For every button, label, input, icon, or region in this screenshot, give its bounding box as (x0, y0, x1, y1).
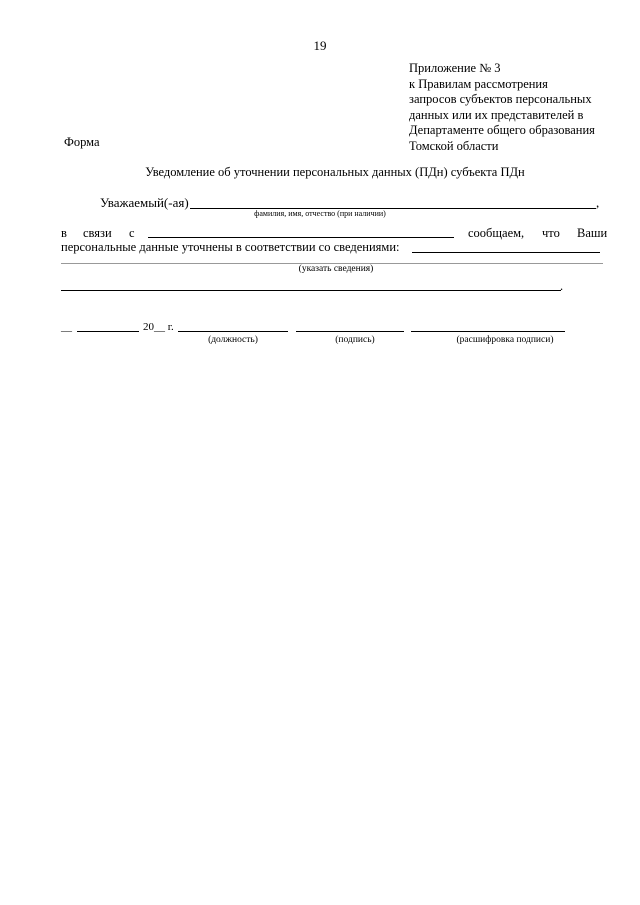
signature-decode-field[interactable] (411, 331, 565, 332)
appendix-line: данных или их представителей в (409, 107, 584, 122)
body-word: связи (83, 226, 112, 240)
appendix-line: Томской области (409, 138, 499, 153)
fullname-caption: фамилия, имя, отчество (при наличии) (254, 209, 386, 218)
appendix-line: запросов субъектов персональных (409, 92, 592, 106)
greeting-comma: , (596, 195, 600, 210)
form-label: Форма (64, 135, 100, 149)
signature-caption: (подпись) (335, 335, 375, 345)
end-dot: . (560, 279, 564, 293)
signature-field[interactable] (296, 331, 404, 332)
details-field[interactable] (412, 252, 600, 253)
appendix-line: Приложение № 3 (409, 61, 501, 75)
position-field[interactable] (178, 331, 288, 332)
body-word: что (542, 226, 560, 240)
appendix-header (409, 61, 595, 154)
page-number: 19 (313, 38, 327, 53)
body-word: в (61, 226, 67, 240)
body-line-2: персональные данные уточнены в соответствии со сведениями: (61, 240, 400, 254)
signature-decode-caption: (расшифровка подписи) (456, 335, 554, 345)
body-word: Ваши (577, 226, 608, 240)
details-caption: (указать сведения) (298, 264, 374, 274)
details-line-2[interactable] (61, 290, 561, 291)
year-prefix: 20__ г. (143, 321, 174, 333)
document-title: Уведомление об уточнении персональных данных (ПДн) субъекта ПДн (145, 165, 525, 179)
appendix-line: Департаменте общего образования (409, 123, 595, 137)
appendix-line: к Правилам рассмотрения (409, 76, 548, 91)
position-caption: (должность) (208, 335, 258, 345)
body-word: сообщаем, (468, 226, 525, 240)
body-word: с (129, 226, 135, 240)
month-field[interactable] (77, 331, 139, 332)
greeting-label: Уважаемый(-ая) (100, 195, 189, 210)
day-blank: __ (61, 321, 72, 333)
reason-field[interactable] (148, 237, 454, 238)
